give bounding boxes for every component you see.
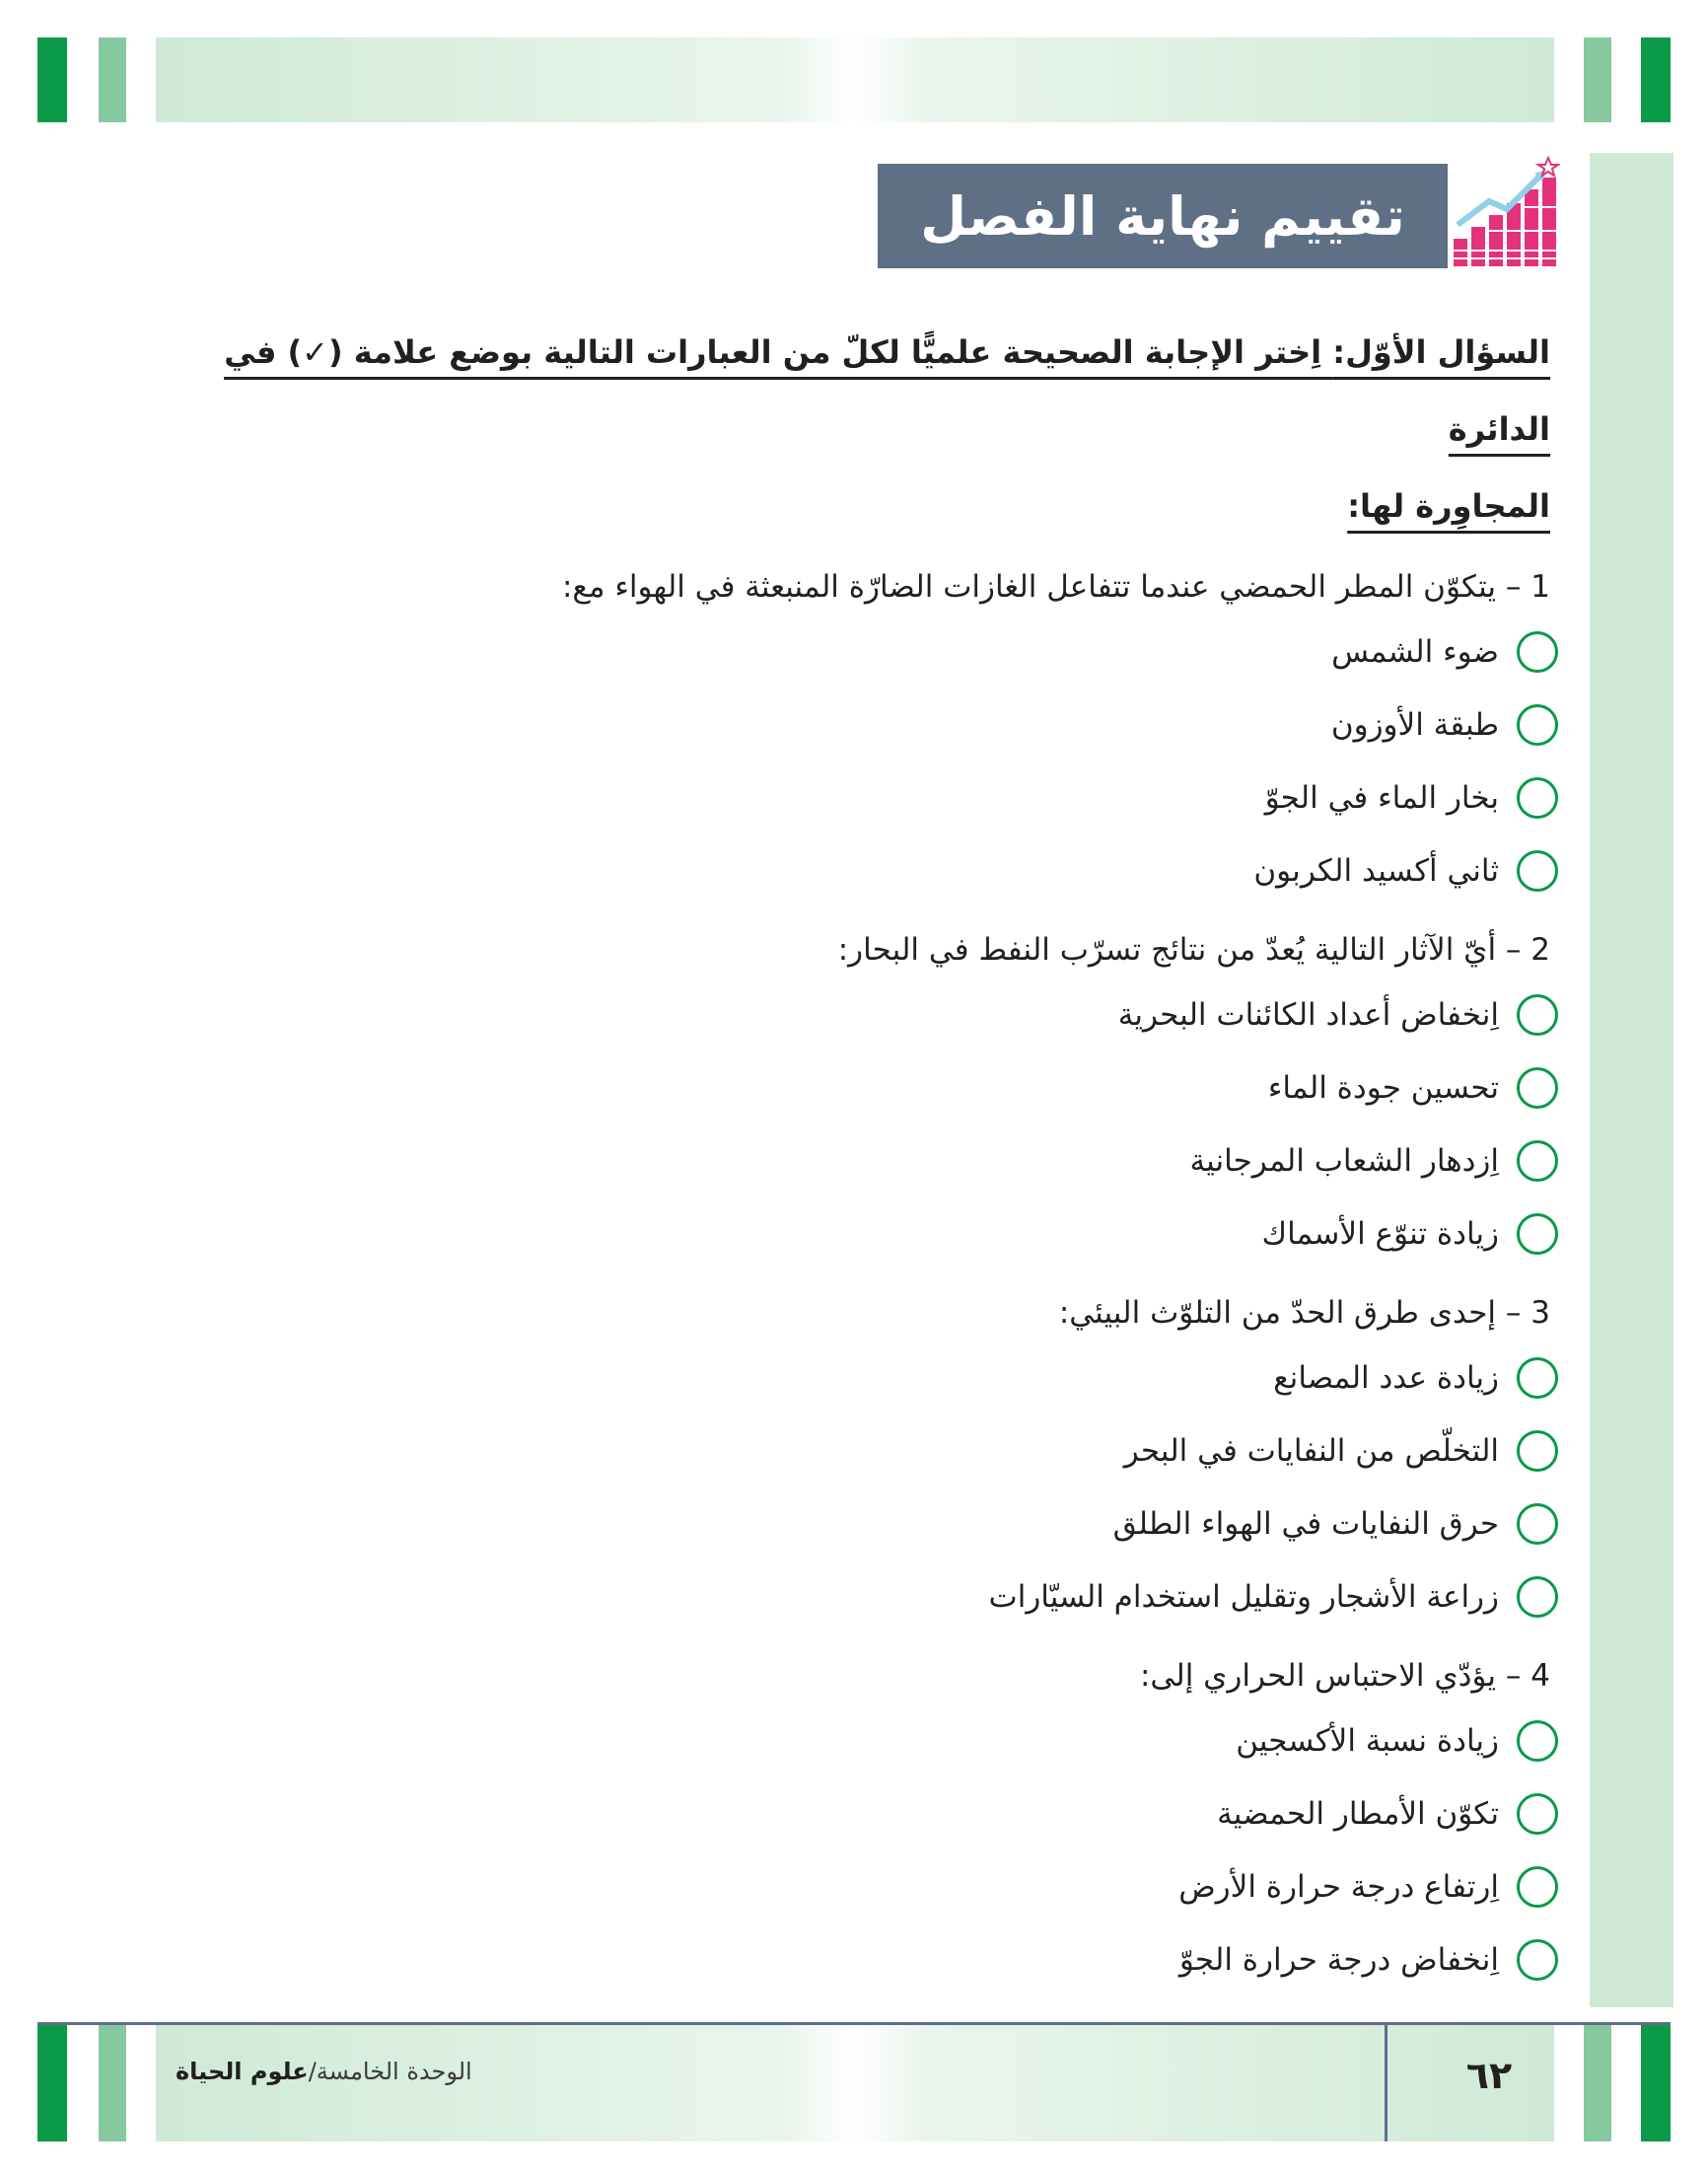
top-left-dark-bar (37, 37, 67, 122)
answer-circle[interactable] (1517, 631, 1558, 673)
instruction-text-continued: المجاوِرة لها: (1347, 487, 1550, 525)
answer-circle[interactable] (1517, 1213, 1558, 1255)
option-label: زيادة نسبة الأكسجين (1236, 1723, 1499, 1759)
option-label: زيادة تنوّع الأسماك (1261, 1216, 1499, 1252)
answer-circle[interactable] (1517, 1720, 1558, 1762)
answer-circle[interactable] (1517, 1067, 1558, 1109)
option-label: ثاني أكسيد الكربون (1253, 853, 1499, 889)
instruction-label: السؤال الأوّل: (1332, 333, 1550, 371)
option-label: تحسين جودة الماء (1267, 1070, 1499, 1106)
option-item (158, 1923, 1558, 1996)
option-item (158, 761, 1558, 834)
answer-circle[interactable] (1517, 1793, 1558, 1835)
option-item (158, 979, 1558, 1051)
option-label: زيادة عدد المصانع (1273, 1360, 1499, 1396)
option-item (158, 1560, 1558, 1633)
instruction-text: اِختر الإجابة الصحيحة علميًّا لكلّ من العبارات التالية بوضع علامة (✓) في الدائرة (224, 333, 1550, 448)
option-label: زراعة الأشجار وتقليل استخدام السيّارات (988, 1579, 1499, 1615)
answer-circle[interactable] (1517, 1866, 1558, 1908)
option-label: تكوّن الأمطار الحمضية (1217, 1796, 1499, 1832)
top-band (156, 37, 1554, 122)
quiz-content (158, 314, 1558, 1996)
bar-chart-growth-icon (1450, 156, 1560, 270)
question-text: 2 – أيّ الآثار التالية يُعدّ من نتائج تسرّب النفط في البحار: (837, 932, 1550, 968)
answer-circle[interactable] (1517, 1939, 1558, 1981)
bottom-left-light-bar (99, 2025, 126, 2141)
footer-divider (1385, 2025, 1388, 2141)
page-number: ٦٢ (1465, 2054, 1513, 2097)
answer-circle[interactable] (1517, 850, 1558, 892)
answer-circle[interactable] (1517, 704, 1558, 746)
answer-circle[interactable] (1517, 1140, 1558, 1182)
footer-unit-label: الوحدة الخامسة/ (308, 2058, 472, 2085)
top-left-light-bar (99, 37, 126, 122)
option-label: اِنخفاض أعداد الكائنات البحرية (1117, 997, 1499, 1033)
question-text: 3 – إحدى طرق الحدّ من التلوّث البيئي: (1058, 1295, 1550, 1331)
option-label: طبقة الأوزون (1330, 707, 1499, 743)
question-4 (158, 1647, 1558, 1996)
top-right-dark-bar (1641, 37, 1671, 122)
question-text: 1 – يتكوّن المطر الحمضي عندما تتفاعل الغازات الضارّة المنبعثة في الهواء مع: (561, 569, 1550, 605)
option-item (158, 1414, 1558, 1487)
option-item (158, 689, 1558, 761)
page-title-box (878, 164, 1448, 268)
option-label: التخلّص من النفايات في البحر (1123, 1433, 1499, 1469)
question-text: 4 – يؤدّي الاحتباس الحراري إلى: (1139, 1658, 1550, 1694)
instruction (158, 314, 1558, 544)
option-label: اِزدهار الشعاب المرجانية (1189, 1143, 1499, 1179)
answer-circle[interactable] (1517, 1430, 1558, 1472)
option-label: اِنخفاض درجة حرارة الجوّ (1178, 1942, 1499, 1978)
option-item (158, 1487, 1558, 1560)
bottom-left-dark-bar (37, 2025, 67, 2141)
footer-subject: علوم الحياة (176, 2058, 309, 2085)
option-item (158, 1051, 1558, 1124)
option-label: اِرتفاع درجة حرارة الأرض (1178, 1869, 1499, 1905)
option-item (158, 1124, 1558, 1197)
option-label: ضوء الشمس (1331, 634, 1499, 670)
question-3 (158, 1284, 1558, 1633)
answer-circle[interactable] (1517, 1503, 1558, 1545)
bottom-right-dark-bar (1641, 2025, 1671, 2141)
option-item (158, 834, 1558, 907)
option-item (158, 1341, 1558, 1414)
answer-circle[interactable] (1517, 994, 1558, 1036)
bottom-right-light-bar (1584, 2025, 1611, 2141)
option-item (158, 616, 1558, 689)
option-item (158, 1704, 1558, 1777)
option-label: بخار الماء في الجوّ (1264, 780, 1499, 816)
answer-circle[interactable] (1517, 777, 1558, 819)
question-1 (158, 558, 1558, 907)
answer-circle[interactable] (1517, 1357, 1558, 1399)
side-band (1590, 153, 1673, 2007)
question-2 (158, 921, 1558, 1270)
answer-circle[interactable] (1517, 1576, 1558, 1618)
option-item (158, 1197, 1558, 1270)
top-right-light-bar (1584, 37, 1611, 122)
option-label: حرق النفايات في الهواء الطلق (1112, 1506, 1499, 1542)
page-title: تقييم نهاية الفصل (920, 184, 1405, 248)
option-item (158, 1850, 1558, 1923)
footer-unit (176, 2058, 472, 2085)
option-item (158, 1777, 1558, 1850)
